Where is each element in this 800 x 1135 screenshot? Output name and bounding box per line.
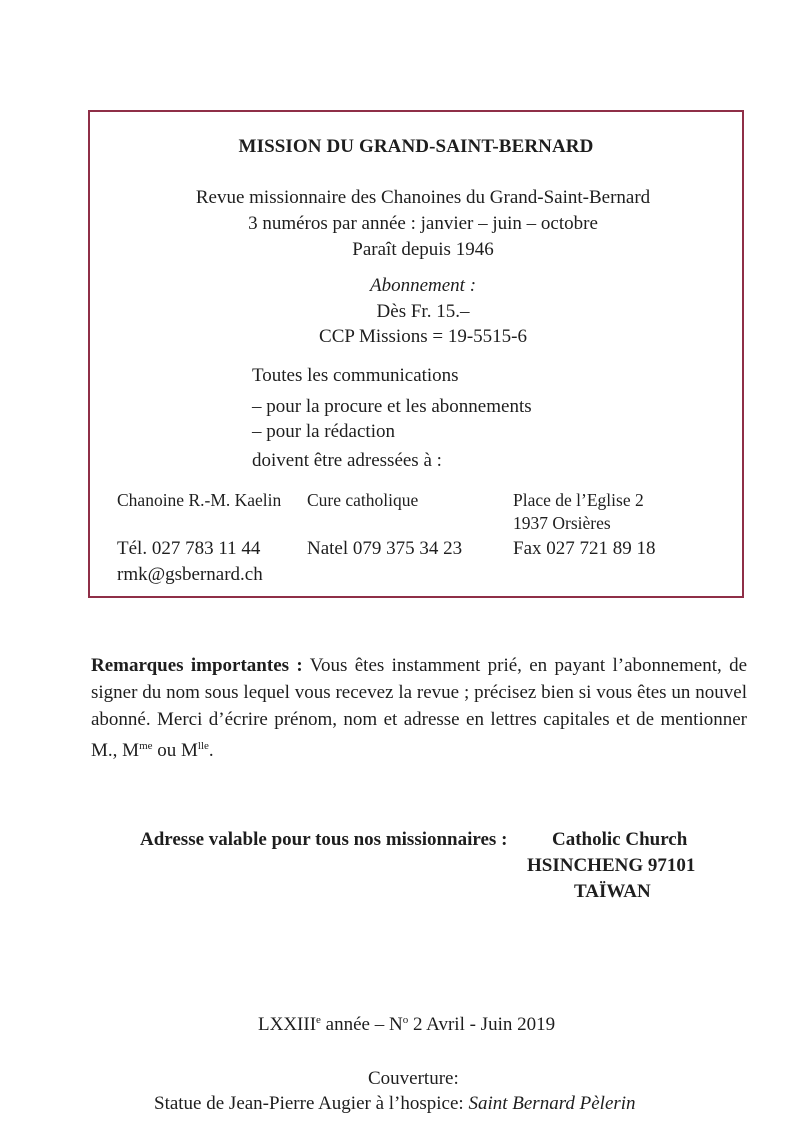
abonnement-label: Abonnement :	[369, 275, 477, 296]
remarks-paragraph	[91, 652, 747, 764]
issue-rest-2: 2 Avril - Juin 2019	[408, 1014, 556, 1035]
contact-street: Place de l’Eglise 2	[513, 490, 644, 510]
issue-no-sup: o	[402, 1014, 409, 1026]
communications-outro: doivent être adressées à :	[252, 450, 442, 471]
issue-rest-1: année – N	[320, 1014, 403, 1035]
description-line-2: 3 numéros par année : janvier – juin – octobre	[248, 213, 598, 234]
price-text: Dès Fr. 15.–	[376, 301, 470, 322]
communications-intro: Toutes les communications	[252, 365, 459, 386]
communications-item-redaction: – pour la rédaction	[252, 421, 395, 442]
ccp-text: CCP Missions = 19-5515-6	[319, 326, 527, 347]
info-box	[88, 110, 744, 598]
remarks-text: Vous êtes instamment prié, en payant l’abonnement, de signer du nom sous lequel vous recevez la revue ; précisez bien si vous êtes un nouvel abonné. Merci d’écrire prénom, nom et adresse en lettres capitales et de mentionner M.,	[91, 655, 748, 761]
cover-text: Statue de Jean-Pierre Augier à l’hospice:	[154, 1093, 469, 1114]
contact-fax: Fax 027 721 89 18	[513, 538, 656, 559]
remarks-mme: M	[122, 740, 140, 761]
cover-label: Couverture:	[368, 1068, 459, 1089]
issue-line	[258, 1014, 555, 1036]
remarks-end: .	[208, 740, 214, 761]
contact-natel: Natel 079 375 34 23	[307, 538, 463, 559]
remarks-label: Remarques importantes :	[91, 655, 303, 676]
address-line-3: TAÏWAN	[574, 881, 651, 902]
issue-roman: LXXIII	[258, 1014, 317, 1035]
address-line-2: HSINCHENG 97101	[527, 855, 696, 876]
remarks-between: ou	[152, 740, 182, 761]
contact-city: 1937 Orsières	[513, 513, 611, 533]
remarks-mme-sup: me	[139, 740, 153, 752]
box-title: MISSION DU GRAND-SAINT-BERNARD	[238, 136, 594, 157]
cover-title: Saint Bernard Pèlerin	[468, 1093, 636, 1114]
cover-line	[154, 1093, 636, 1115]
contact-email: rmk@gsbernard.ch	[117, 564, 263, 585]
address-label: Adresse valable pour tous nos missionnaires :	[140, 829, 508, 850]
description-line-1: Revue missionnaire des Chanoines du Grand-Saint-Bernard	[195, 187, 651, 208]
remarks-mlle: M	[181, 740, 198, 761]
contact-org: Cure catholique	[307, 490, 419, 510]
contact-tel: Tél. 027 783 11 44	[117, 538, 261, 559]
remarks-mlle-sup: lle	[197, 740, 209, 752]
description-line-3: Paraît depuis 1946	[352, 239, 494, 260]
address-line-1: Catholic Church	[552, 829, 688, 850]
contact-name: Chanoine R.-M. Kaelin	[117, 490, 282, 510]
issue-roman-sup: e	[316, 1014, 321, 1026]
communications-item-procure: – pour la procure et les abonnements	[252, 396, 532, 417]
